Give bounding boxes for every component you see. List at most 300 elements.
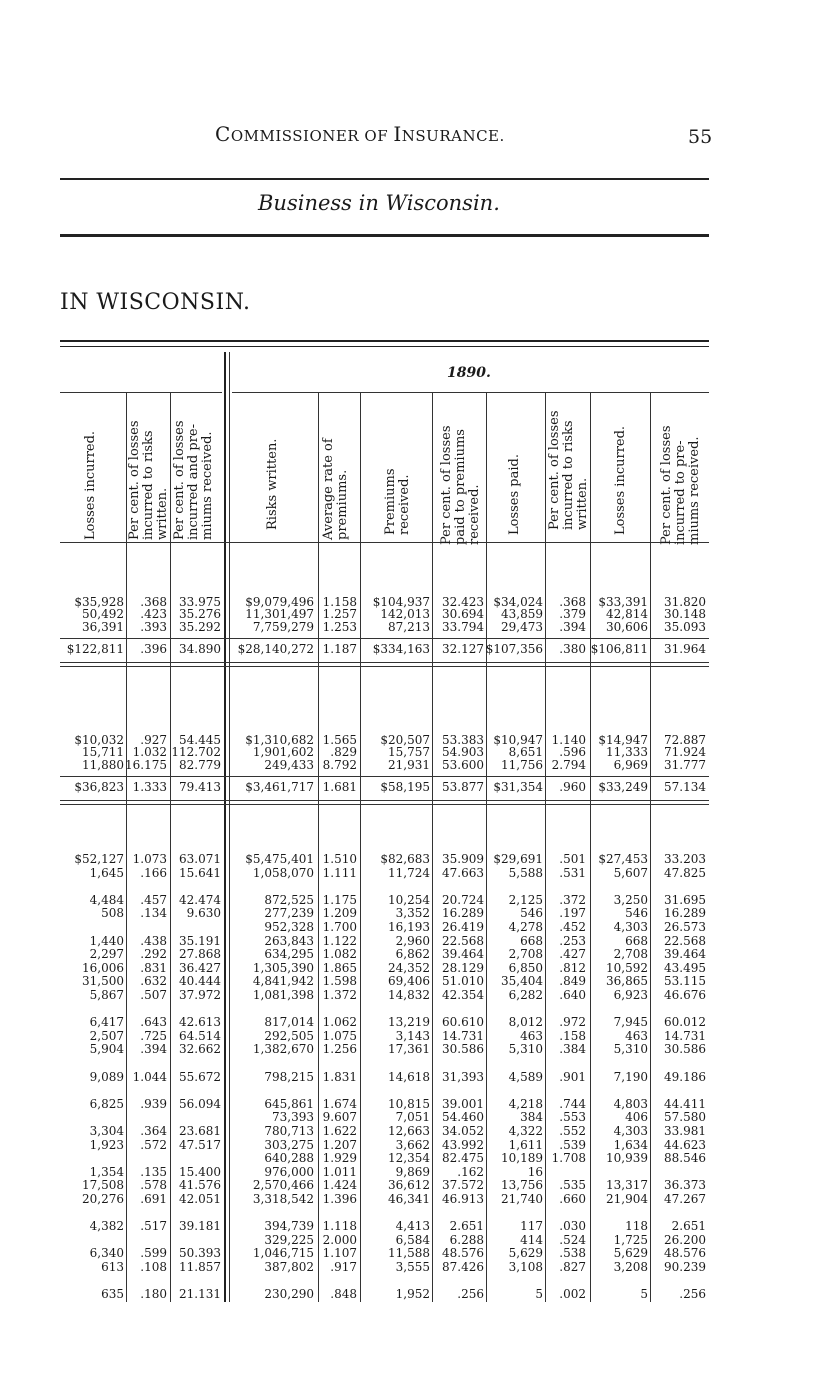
table-row-cell: 33.203: [664, 852, 706, 866]
double-rule: [60, 800, 709, 801]
table-row-cell: 20.724: [442, 892, 484, 907]
table-row-cell: 53.383: [442, 733, 484, 747]
table-row-cell: 1,725: [613, 1232, 648, 1247]
table-row-cell: 1,382,670: [252, 1042, 314, 1057]
table-row-cell: 73,393: [272, 1110, 314, 1125]
table-row-cell: 8.792: [322, 757, 357, 772]
table-row-cell: .827: [559, 1260, 586, 1274]
table-row-cell: 1,645: [89, 865, 124, 880]
table-row-cell: 36,865: [606, 974, 648, 989]
table-row-cell: 1.700: [322, 920, 357, 934]
table-row-cell: 71.924: [664, 745, 706, 760]
table-row-cell: 12,663: [388, 1124, 430, 1138]
table-row-cell: .812: [559, 960, 586, 975]
table-row-cell: 41.576: [179, 1178, 221, 1193]
group-divider-thin: [229, 352, 230, 1302]
table-row-cell: 1.044: [132, 1069, 167, 1084]
col-sep: [170, 392, 171, 1302]
table-row-cell: 2.000: [322, 1232, 357, 1247]
table-row-cell: 57.580: [664, 1110, 706, 1125]
table-row-cell: 3,143: [395, 1028, 430, 1043]
table-row-cell: 34.052: [442, 1124, 484, 1138]
table-row-cell: 798,215: [264, 1069, 314, 1084]
total-row-cell: $31,354: [493, 780, 543, 795]
table-row-cell: 4,484: [89, 892, 124, 907]
table-row-cell: 46.676: [664, 988, 706, 1002]
table-row-cell: 64.514: [179, 1028, 221, 1043]
table-row-cell: 4,413: [395, 1219, 430, 1234]
total-row-cell: $334,163: [372, 642, 430, 657]
table-row-cell: 1.372: [322, 988, 357, 1002]
table-row-cell: $34,024: [493, 595, 543, 609]
table-row-cell: 28.129: [442, 960, 484, 975]
table-row-cell: 39.464: [442, 947, 484, 962]
table-row-cell: 16.289: [664, 906, 706, 921]
table-row-cell: .552: [559, 1124, 586, 1138]
table-row-cell: 35.093: [664, 619, 706, 634]
table-row-cell: 1.510: [322, 852, 357, 866]
col-header-pct-paid-premiums: Per cent. of losses paid to premiums received.: [439, 425, 482, 545]
table-row-cell: .368: [140, 595, 167, 609]
table-row-cell: 112.702: [171, 745, 221, 760]
table-row-cell: .632: [140, 974, 167, 989]
table-row-cell: 5,310: [613, 1042, 648, 1057]
table-row-cell: 8,012: [508, 1015, 543, 1030]
table-row-cell: 13,756: [501, 1178, 543, 1193]
table-row-cell: 394,739: [264, 1219, 314, 1234]
table-row-cell: 21,931: [388, 757, 430, 772]
table-row-cell: .596: [559, 745, 586, 760]
table-row-cell: 1,058,070: [252, 865, 314, 880]
table-row-cell: 2,708: [613, 947, 648, 962]
table-row-cell: 1.708: [551, 1151, 586, 1166]
table-row-cell: 21,904: [606, 1192, 648, 1206]
table-row-cell: 50,492: [82, 607, 124, 622]
table-row-cell: 30.586: [664, 1042, 706, 1057]
table-row-cell: .640: [559, 988, 586, 1002]
table-row-cell: 42.613: [179, 1015, 221, 1030]
table-row-cell: 54.903: [442, 745, 484, 760]
table-row-cell: 1.032: [132, 745, 167, 760]
table-row-cell: 4,218: [508, 1096, 543, 1111]
table-row-cell: .393: [140, 619, 167, 634]
table-row-cell: 1.175: [322, 892, 357, 907]
total-row-cell: 79.413: [179, 780, 221, 795]
table-row-cell: 82.779: [179, 757, 221, 772]
table-row-cell: 1.207: [322, 1137, 357, 1152]
table-row-cell: .108: [140, 1260, 167, 1274]
table-row-cell: .517: [140, 1219, 167, 1234]
table-row-cell: 10,815: [388, 1096, 430, 1111]
col-header-pct-losses-risks: Per cent. of losses incurred to risks written.: [127, 420, 170, 540]
table-row-cell: 37.972: [179, 988, 221, 1002]
table-row-cell: $10,947: [493, 733, 543, 747]
table-row-cell: 1.122: [322, 933, 357, 948]
table-row-cell: 303,275: [264, 1137, 314, 1152]
total-row-cell: $36,823: [74, 780, 124, 795]
table-row-cell: .524: [559, 1232, 586, 1247]
table-row-cell: 1,952: [395, 1287, 430, 1302]
table-row-cell: 14.731: [664, 1028, 706, 1043]
table-row-cell: 780,713: [264, 1124, 314, 1138]
table-row-cell: 29,473: [501, 619, 543, 634]
table-row-cell: 60.610: [442, 1015, 484, 1030]
table-row-cell: 4,382: [89, 1219, 124, 1234]
table-row-cell: 384: [520, 1110, 543, 1125]
table-row-cell: 1,634: [613, 1137, 648, 1152]
table-row-cell: .197: [559, 906, 586, 921]
table-row-cell: 46,341: [388, 1192, 430, 1206]
table-row-cell: .002: [559, 1287, 586, 1302]
table-row-cell: 51.010: [442, 974, 484, 989]
table-row-cell: 4,589: [508, 1069, 543, 1084]
total-row-cell: $28,140,272: [237, 642, 314, 657]
table-row-cell: 21,740: [501, 1192, 543, 1206]
table-row-cell: .423: [140, 607, 167, 622]
col-sep: [486, 392, 487, 1302]
table-row-cell: .253: [559, 933, 586, 948]
table-row-cell: 1.396: [322, 1192, 357, 1206]
table-row-cell: 640,288: [264, 1151, 314, 1166]
table-row-cell: 1.674: [322, 1096, 357, 1111]
table-row-cell: 35.909: [442, 852, 484, 866]
table-row-cell: 16: [527, 1164, 543, 1179]
table-row-cell: .256: [679, 1287, 706, 1302]
table-row-cell: $9,079,496: [245, 595, 314, 609]
table-row-cell: .572: [140, 1137, 167, 1152]
table-row-cell: 14,832: [388, 988, 430, 1002]
table-row-cell: 142,013: [380, 607, 430, 622]
table-row-cell: .691: [140, 1192, 167, 1206]
table-row-cell: 31.695: [664, 892, 706, 907]
table-row-cell: 5,310: [508, 1042, 543, 1057]
col-header-pct-incurred-premiums: Per cent. of losses incurred to pre- miums received.: [659, 425, 702, 545]
total-row-cell: 1.681: [322, 780, 357, 795]
col-header-losses-incurred-2: Losses incurred.: [613, 425, 628, 535]
table-row-cell: 12,354: [388, 1151, 430, 1166]
table-row-cell: 10,254: [388, 892, 430, 907]
table-row-cell: 2.651: [671, 1219, 706, 1234]
table-row-cell: 15.641: [179, 865, 221, 880]
table-row-cell: .166: [140, 865, 167, 880]
table-row-cell: .384: [559, 1042, 586, 1057]
col-sep: [650, 392, 651, 1302]
col-header-risks-written: Risks written.: [265, 438, 280, 530]
table-row-cell: 55.672: [179, 1069, 221, 1084]
table-row-cell: 31,393: [442, 1069, 484, 1084]
table-row-cell: 11,301,497: [245, 607, 314, 622]
table-row-cell: 16,006: [82, 960, 124, 975]
table-row-cell: 2.651: [449, 1219, 484, 1234]
table-row-cell: 329,225: [264, 1232, 314, 1247]
table-row-cell: 4,841,942: [252, 974, 314, 989]
table-row-cell: .660: [559, 1192, 586, 1206]
col-header-avg-rate: Average rate of premiums.: [321, 438, 350, 540]
table-row-cell: 634,295: [264, 947, 314, 962]
total-row-cell: .380: [559, 642, 586, 657]
table-row-cell: 7,190: [613, 1069, 648, 1084]
table-row-cell: .364: [140, 1124, 167, 1138]
table-row-cell: 645,861: [264, 1096, 314, 1111]
table-row-cell: .829: [330, 745, 357, 760]
table-row-cell: 87,213: [388, 619, 430, 634]
table-row-cell: 118: [625, 1219, 648, 1234]
table-row-cell: 1,081,398: [252, 988, 314, 1002]
table-row-cell: 37.572: [442, 1178, 484, 1193]
page-number: 55: [688, 126, 713, 148]
total-row-cell: $122,811: [66, 642, 124, 657]
table-row-cell: 11,588: [388, 1246, 430, 1261]
col-sep: [590, 392, 591, 1302]
table-row-cell: 13,219: [388, 1015, 430, 1030]
table-row-cell: $14,947: [598, 733, 648, 747]
table-row-cell: 6,850: [508, 960, 543, 975]
table-row-cell: 48.576: [664, 1246, 706, 1261]
col-header-pct-incurred-risks: Per cent. of losses incurred to risks written.: [547, 410, 590, 530]
table-row-cell: 6.288: [449, 1232, 484, 1247]
table-row-cell: 817,014: [264, 1015, 314, 1030]
table-row-cell: 36.373: [664, 1178, 706, 1193]
table-row-cell: 15,711: [82, 745, 124, 760]
table-row-cell: 1.929: [322, 1151, 357, 1166]
table-row-cell: 33.975: [179, 595, 221, 609]
table-row-cell: 4,278: [508, 920, 543, 934]
table-row-cell: 387,802: [264, 1260, 314, 1274]
table-row-cell: .372: [559, 892, 586, 907]
table-row-cell: 47.663: [442, 865, 484, 880]
double-rule: [60, 662, 709, 663]
total-row-cell: 34.890: [179, 642, 221, 657]
table-row-cell: .452: [559, 920, 586, 934]
table-row-cell: 22.568: [442, 933, 484, 948]
table-row-cell: 2,708: [508, 947, 543, 962]
year-label: 1890.: [447, 365, 491, 381]
table-row-cell: 26.200: [664, 1232, 706, 1247]
table-row-cell: 117: [520, 1219, 543, 1234]
table-row-cell: .848: [330, 1287, 357, 1302]
col-header-premiums-received: Premiums received.: [383, 468, 412, 535]
table-row-cell: 6,862: [395, 947, 430, 962]
table-row-cell: 2,125: [508, 892, 543, 907]
table-row-cell: 36.427: [179, 960, 221, 975]
table-row-cell: .538: [559, 1246, 586, 1261]
running-header-title: COMMISSIONER OF INSURANCE.: [215, 122, 505, 146]
table-row-cell: 1.082: [322, 947, 357, 962]
table-row-cell: 4,303: [613, 1124, 648, 1138]
table-row-cell: 48.576: [442, 1246, 484, 1261]
table-row-cell: 16.289: [442, 906, 484, 921]
table-row-cell: 2,570,466: [252, 1178, 314, 1193]
table-row-cell: 27.868: [179, 947, 221, 962]
table-row-cell: .438: [140, 933, 167, 948]
double-rule: [60, 804, 709, 805]
table-row-cell: 16,193: [388, 920, 430, 934]
table-row-cell: 668: [625, 933, 648, 948]
table-row-cell: 11,880: [82, 757, 124, 772]
col-header-pct-losses-premiums: Per cent. of losses incurred and pre- miums received.: [172, 420, 215, 540]
table-row-cell: 6,340: [89, 1246, 124, 1261]
year-rule: [232, 392, 709, 393]
table-row-cell: 82.475: [442, 1151, 484, 1166]
table-row-cell: 1.118: [322, 1219, 357, 1234]
table-row-cell: 53.600: [442, 757, 484, 772]
total-row-cell: 1.333: [132, 780, 167, 795]
table-row-cell: 6,969: [613, 757, 648, 772]
table-row-cell: .030: [559, 1219, 586, 1234]
table-row-cell: 13,317: [606, 1178, 648, 1193]
table-row-cell: .831: [140, 960, 167, 975]
table-row-cell: 46.913: [442, 1192, 484, 1206]
table-row-cell: 4,803: [613, 1096, 648, 1111]
table-row-cell: 3,108: [508, 1260, 543, 1274]
left-group-rule: [60, 392, 222, 393]
table-row-cell: 30.694: [442, 607, 484, 622]
table-row-cell: 88.546: [664, 1151, 706, 1166]
table-row-cell: .917: [330, 1260, 357, 1274]
total-row-cell: 57.134: [664, 780, 706, 795]
table-row-cell: .849: [559, 974, 586, 989]
table-row-cell: 22.568: [664, 933, 706, 948]
section-title: IN WISCONSIN.: [60, 290, 251, 315]
table-row-cell: 90.239: [664, 1260, 706, 1274]
table-row-cell: 42,814: [606, 607, 648, 622]
table-row-cell: 44.623: [664, 1137, 706, 1152]
table-row-cell: 43.992: [442, 1137, 484, 1152]
table-row-cell: 40.444: [179, 974, 221, 989]
table-row-cell: .379: [559, 607, 586, 622]
table-row-cell: 15.400: [179, 1164, 221, 1179]
table-row-cell: 47.825: [664, 865, 706, 880]
table-row-cell: 11.857: [179, 1260, 221, 1274]
table-row-cell: 2.794: [551, 757, 586, 772]
table-row-cell: 2,507: [89, 1028, 124, 1043]
table-row-cell: 10,939: [606, 1151, 648, 1166]
table-row-cell: 3,662: [395, 1137, 430, 1152]
total-row-cell: .396: [140, 642, 167, 657]
table-row-cell: $104,937: [372, 595, 430, 609]
table-row-cell: 42.354: [442, 988, 484, 1002]
table-top-rule: [60, 340, 709, 342]
table-row-cell: 32.423: [442, 595, 484, 609]
table-row-cell: .368: [559, 595, 586, 609]
table-row-cell: 1,305,390: [252, 960, 314, 975]
table-row-cell: 2,960: [395, 933, 430, 948]
table-row-cell: 42.051: [179, 1192, 221, 1206]
table-row-cell: .531: [559, 865, 586, 880]
table-row-cell: 43,859: [501, 607, 543, 622]
table-row-cell: 87.426: [442, 1260, 484, 1274]
table-row-cell: 26.573: [664, 920, 706, 934]
group-divider: [224, 352, 226, 1302]
table-row-cell: 230,290: [264, 1287, 314, 1302]
table-row-cell: 5,588: [508, 865, 543, 880]
table-row-cell: 1.865: [322, 960, 357, 975]
table-row-cell: 14,618: [388, 1069, 430, 1084]
table-row-cell: 44.411: [664, 1096, 706, 1111]
table-row-cell: 5,607: [613, 865, 648, 880]
table-row-cell: 4,322: [508, 1124, 543, 1138]
table-row-cell: 56.094: [179, 1096, 221, 1111]
table-row-cell: 1,046,715: [252, 1246, 314, 1261]
table-row-cell: $1,310,682: [245, 733, 314, 747]
table-row-cell: 1,611: [508, 1137, 543, 1152]
header-bottom-rule: [60, 542, 709, 543]
table-row-cell: $5,475,401: [245, 852, 314, 866]
table-row-cell: 2,297: [89, 947, 124, 962]
table-row-cell: $33,391: [598, 595, 648, 609]
table-row-cell: 11,724: [388, 865, 430, 880]
table-row-cell: .744: [559, 1096, 586, 1111]
table-row-cell: 20,276: [82, 1192, 124, 1206]
col-sep: [360, 392, 361, 1302]
total-row-cell: .960: [559, 780, 586, 795]
table-row-cell: 5,629: [613, 1246, 648, 1261]
table-row-cell: 6,417: [89, 1015, 124, 1030]
table-row-cell: 26.419: [442, 920, 484, 934]
table-row-cell: .927: [140, 733, 167, 747]
table-row-cell: .427: [559, 947, 586, 962]
table-row-cell: 1.073: [132, 852, 167, 866]
table-row-cell: 3,304: [89, 1124, 124, 1138]
table-row-cell: 1,440: [89, 933, 124, 948]
table-row-cell: 5,867: [89, 988, 124, 1002]
table-row-cell: .553: [559, 1110, 586, 1125]
total-rule: [60, 638, 709, 639]
table-row-cell: .972: [559, 1015, 586, 1030]
table-row-cell: 1.107: [322, 1246, 357, 1261]
table-row-cell: .599: [140, 1246, 167, 1261]
table-row-cell: 30.586: [442, 1042, 484, 1057]
table-row-cell: 17,361: [388, 1042, 430, 1057]
table-row-cell: $52,127: [74, 852, 124, 866]
table-row-cell: 36,612: [388, 1178, 430, 1193]
table-row-cell: 9.630: [186, 906, 221, 921]
table-row-cell: 36,391: [82, 619, 124, 634]
total-row-cell: $33,249: [598, 780, 648, 795]
table-row-cell: 546: [520, 906, 543, 921]
table-row-cell: 6,923: [613, 988, 648, 1002]
table-row-cell: .162: [457, 1164, 484, 1179]
subtitle-rule: [60, 234, 709, 237]
col-header-losses-paid: Losses paid.: [507, 454, 522, 535]
table-row-cell: 47.517: [179, 1137, 221, 1152]
table-row-cell: 17,508: [82, 1178, 124, 1193]
table-row-cell: 50.393: [179, 1246, 221, 1261]
table-row-cell: 1.257: [322, 607, 357, 622]
table-row-cell: 5,629: [508, 1246, 543, 1261]
total-row-cell: $106,811: [590, 642, 648, 657]
table-row-cell: .535: [559, 1178, 586, 1193]
col-sep: [432, 392, 433, 1302]
table-row-cell: 463: [625, 1028, 648, 1043]
table-row-cell: 21.131: [179, 1287, 221, 1302]
table-row-cell: 60.012: [664, 1015, 706, 1030]
table-row-cell: 31.820: [664, 595, 706, 609]
table-row-cell: 1.111: [322, 865, 357, 880]
table-row-cell: 5,904: [89, 1042, 124, 1057]
table-row-cell: 1.622: [322, 1124, 357, 1138]
table-row-cell: .725: [140, 1028, 167, 1043]
table-row-cell: .939: [140, 1096, 167, 1111]
total-row-cell: 32.127: [442, 642, 484, 657]
table-row-cell: $35,928: [74, 595, 124, 609]
col-sep: [318, 392, 319, 1302]
table-row-cell: 1.256: [322, 1042, 357, 1057]
table-row-cell: 35.276: [179, 607, 221, 622]
table-row-cell: 6,825: [89, 1096, 124, 1111]
table-row-cell: 39.464: [664, 947, 706, 962]
table-row-cell: 1,354: [89, 1164, 124, 1179]
